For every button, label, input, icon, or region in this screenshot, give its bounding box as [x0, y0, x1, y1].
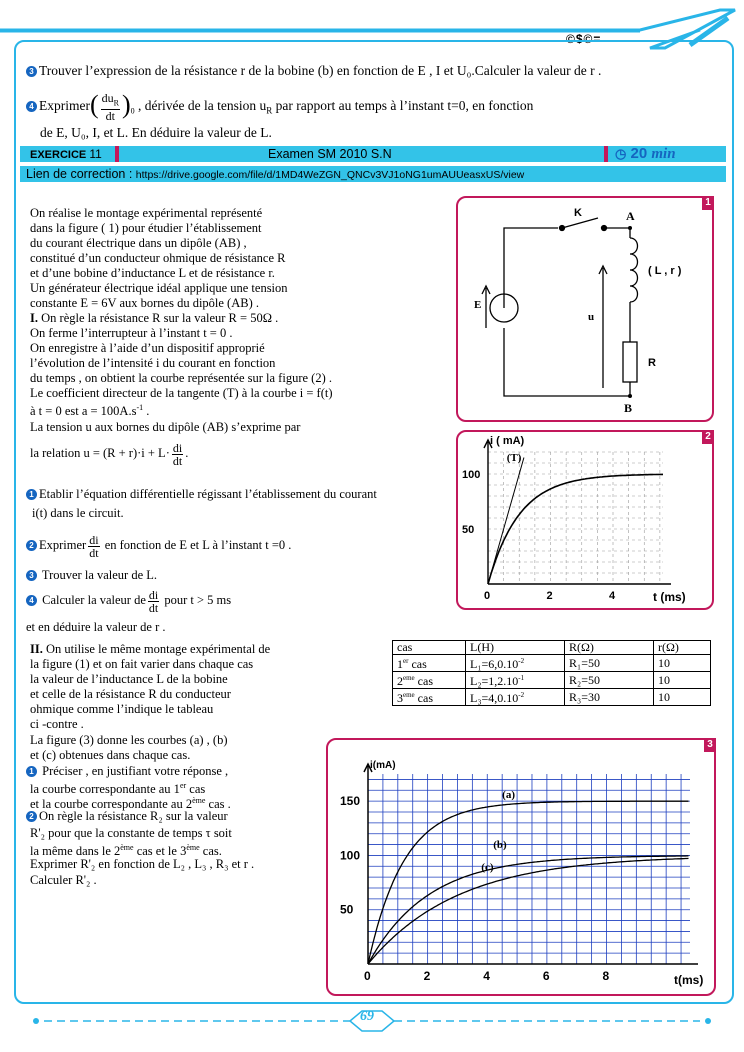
- ii-question-1-c: et la courbe correspondante au 2ème cas .: [30, 796, 231, 812]
- p1-line: On réalise le montage expérimental représenté: [30, 206, 263, 220]
- p1-line: et d’une bobine d’inductance L et de résistance r.: [30, 266, 275, 280]
- exercise-label: EXERCICE 11: [30, 147, 102, 161]
- p4-line: La figure (3) donne les courbes (a) , (b): [30, 733, 228, 747]
- x-tick-label: 2: [423, 969, 431, 983]
- p4-line: ci -contre .: [30, 717, 84, 731]
- series-line: [368, 801, 689, 964]
- question-3: 3 Trouver la valeur de L.: [26, 568, 157, 582]
- tangent-line: [488, 458, 524, 585]
- cc-license-badge: ©$©=: [566, 32, 602, 46]
- label-K: K: [574, 207, 582, 219]
- figure-3-chart: [326, 738, 716, 996]
- table-cell: R₂=50: [565, 672, 654, 689]
- table-row: [393, 655, 711, 672]
- p3-line: La tension u aux bornes du dipôle (AB) s’exprime par: [30, 420, 301, 434]
- label-coil: ( L , r ): [648, 265, 682, 277]
- question-4: 4 Calculer la valeur de $\frac{di}{dt}$ pour t > 5 ms: [26, 585, 231, 615]
- p4-line: la figure (1) et on fait varier dans chaque cas: [30, 657, 254, 671]
- table-cell: R₁=50: [565, 655, 654, 672]
- x-tick-label: 0: [364, 969, 371, 983]
- ii-question-1-b: la courbe correspondante au 1er cas: [30, 781, 206, 797]
- ii-question-2-e: Calculer R'₂ .: [30, 873, 97, 887]
- table-cell: 10: [654, 672, 711, 689]
- figure-2-chart: [456, 430, 714, 610]
- x-tick-label: 4: [609, 590, 616, 602]
- table-header: L(H): [466, 641, 565, 655]
- wire: [504, 328, 630, 396]
- p1-line: Un générateur électrique idéal applique une tension: [30, 281, 288, 295]
- p1-line: dans la figure ( 1) pour étudier l’établissement: [30, 221, 262, 235]
- clock-icon: ◷: [615, 146, 627, 161]
- y-tick-label: 50: [340, 902, 354, 917]
- chart-2-svg: [458, 432, 712, 608]
- x-tick-label: 0: [484, 590, 491, 602]
- ii-question-1: 1 Préciser , en justifiant votre réponse ,: [26, 764, 228, 778]
- p1-line: du courant électrique dans un dipôle (AB) ,: [30, 236, 247, 250]
- table-row: [393, 689, 711, 706]
- tangent-slope: à t = 0 est $a = 100A.s^{-1}$ .: [30, 403, 150, 419]
- x-axis-label: t(ms): [674, 973, 704, 987]
- x-tick-label: 2: [546, 590, 553, 602]
- table-cell: 1er cas: [393, 655, 466, 672]
- ii-question-2-c: la même dans le 2ème cas et le 3ème cas.: [30, 843, 222, 859]
- p2-line: l’évolution de l’intensité i du courant en fonction: [30, 356, 276, 370]
- ii-question-2-d: Exprimer R'₂ en fonction de L₂ , L₃ , R₃ et r .: [30, 857, 255, 871]
- series-label: (a): [502, 788, 515, 801]
- x-tick-label: 8: [602, 969, 610, 983]
- exercise-time: ◷ 20 min: [615, 145, 676, 162]
- label-u: u: [588, 311, 595, 323]
- question-4-b: et en déduire la valeur de r .: [26, 620, 166, 634]
- x-tick-label: 6: [542, 969, 550, 983]
- circuit-diagram: [458, 198, 712, 420]
- question-1: 1 Etablir l’équation différentielle régissant l’établissement du courant: [26, 487, 377, 501]
- relation: la relation u = (R + r)·i + L· $\frac{di}{dt}$ .: [30, 440, 189, 468]
- coil: [630, 238, 638, 302]
- figure-badge: 1: [702, 196, 714, 210]
- table-cell: $L_1=6,0.10^{-2}$: [466, 655, 565, 672]
- y-tick-label: 100: [340, 848, 361, 863]
- question-1-b: i(t) dans le circuit.: [32, 506, 124, 520]
- x-tick-label: 4: [483, 969, 490, 983]
- table-cell: R₃=30: [565, 689, 654, 706]
- ii-question-2: 2 On règle la résistance R₂ sur la valeur: [26, 809, 228, 823]
- table-cell: 10: [654, 689, 711, 706]
- series-line: [368, 858, 689, 964]
- intro-q4-line2: de E, U₀, I, et L. En déduire la valeur de L.: [40, 125, 272, 140]
- part-i-line: I. On règle la résistance R sur la valeur R = 50Ω .: [30, 311, 279, 325]
- label-A: A: [626, 209, 635, 223]
- figure-badge: 3: [704, 738, 716, 752]
- p4-line: et celle de la résistance R du conducteur: [30, 687, 231, 701]
- table-header-row: [393, 641, 711, 655]
- intro-q3: 3 Trouver l’expression de la résistance r de la bobine (b) en fonction de E , I et U₀.Calculer la valeur de r .: [26, 62, 601, 79]
- table-header: r(Ω): [654, 641, 711, 655]
- table-header: R(Ω): [565, 641, 654, 655]
- figure-1-circuit: [456, 196, 714, 422]
- table-cell: $L_3=4,0.10^{-2}$: [466, 689, 565, 706]
- page-number: 69: [360, 1009, 374, 1024]
- p4-line: et (c) obtenues dans chaque cas.: [30, 748, 191, 762]
- p2-line: On ferme l’interrupteur à l’instant t = 0 .: [30, 326, 233, 340]
- p4-line: la valeur de l’inductance L de la bobine: [30, 672, 228, 686]
- question-2: 2 Exprimer $\frac{di}{dt}$ en fonction de E et L à l’instant t =0 .: [26, 530, 291, 560]
- figure-badge: 2: [702, 430, 714, 444]
- label-R: R: [648, 357, 656, 369]
- p1-line: constitué d’un conducteur ohmique de résistance R: [30, 251, 286, 265]
- correction-link[interactable]: Lien de correction : https://drive.google.com/file/d/1MD4WeZGN_QNCv3VJ1oNG1umAUUeasxUS/view: [26, 167, 525, 181]
- intro-q4: 4 Exprimer( $\frac{du_R}{dt}$ )$_0$ , dérivée de la tension $u_R$ par rapport au temps à l’instant t=0, en fonction: [26, 88, 533, 122]
- table-header: cas: [393, 641, 466, 655]
- y-tick-label: 50: [462, 524, 475, 536]
- table-cell: $L_2=1,2.10^{-1}$: [466, 672, 565, 689]
- label-B: B: [624, 401, 633, 415]
- p1-line: constante E = 6V aux bornes du dipôle (AB) .: [30, 296, 259, 310]
- y-tick-label: 150: [340, 794, 361, 809]
- chart-3-svg: [328, 740, 714, 994]
- series-label: (b): [493, 838, 507, 851]
- table-row: [393, 672, 711, 689]
- part-ii-line: II. On utilise le même montage expérimental de: [30, 642, 271, 656]
- y-axis-label: i ( mA): [490, 435, 525, 447]
- x-axis-label: t (ms): [653, 590, 686, 604]
- exercise-marker-right: [604, 146, 608, 162]
- wire: [604, 228, 630, 238]
- p4-line: ohmique comme l’indique le tableau: [30, 702, 214, 716]
- p2-line: du temps , on obtient la courbe représentée sur la figure (2) .: [30, 371, 332, 385]
- table-cell: 10: [654, 655, 711, 672]
- y-axis-label: i(mA): [370, 760, 396, 771]
- resistor: [623, 342, 637, 382]
- series-label: (c): [481, 861, 494, 874]
- y-tick-label: 100: [462, 469, 481, 481]
- switch-blade: [562, 218, 598, 228]
- table-cell: 2eme cas: [393, 672, 466, 689]
- label-E: E: [474, 299, 482, 311]
- cases-table: [392, 640, 711, 706]
- p2-line: On enregistre à l’aide d’un dispositif approprié: [30, 341, 265, 355]
- exercise-title: Examen SM 2010 S.N: [268, 147, 392, 161]
- table-cell: 3eme cas: [393, 689, 466, 706]
- p2-line: Le coefficient directeur de la tangente (T) à la courbe i = f(t): [30, 386, 333, 400]
- exercise-marker-left: [115, 146, 119, 162]
- tangent-label: (T): [506, 451, 522, 464]
- ii-question-2-b: R'₂ pour que la constante de temps τ soit: [30, 826, 232, 840]
